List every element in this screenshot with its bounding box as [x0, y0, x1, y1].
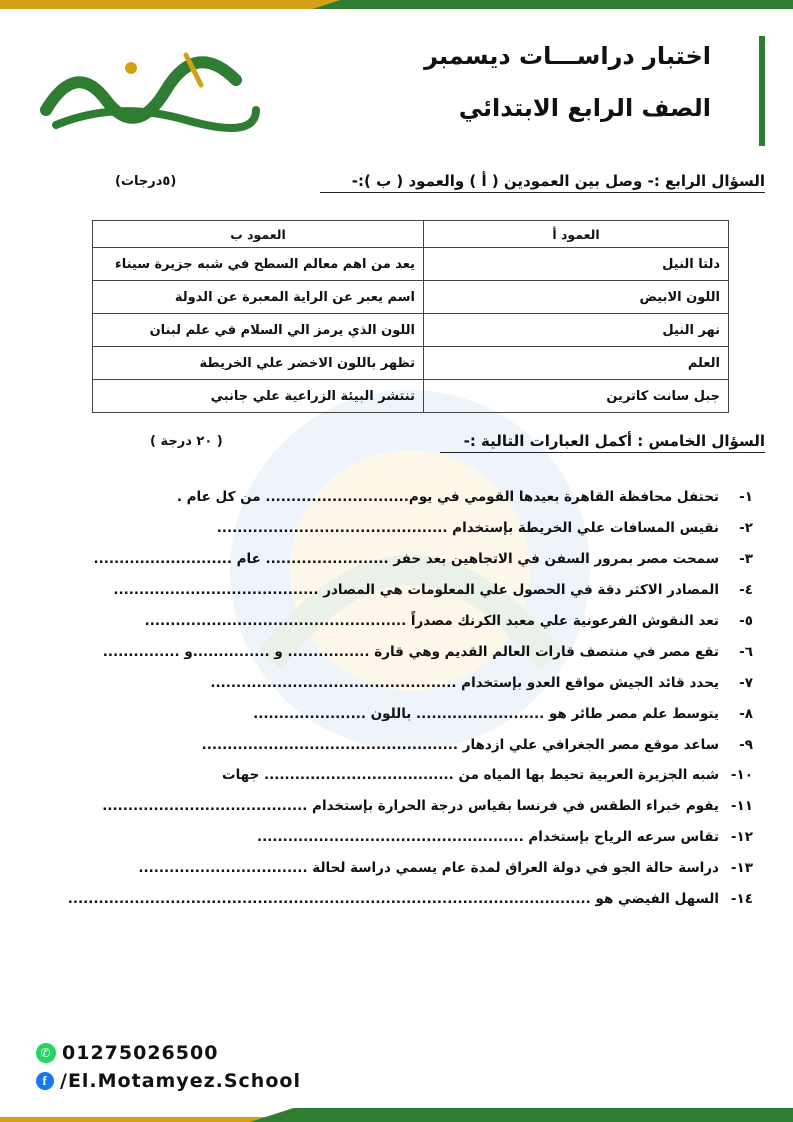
list-item [63, 482, 753, 513]
question5-heading: السؤال الخامس : أكمل العبارات التالية :- [440, 432, 765, 453]
item-number: ١١- [730, 798, 753, 815]
table-header-row [93, 221, 729, 248]
phone-contact [36, 1042, 218, 1064]
item-number: ٣- [739, 551, 753, 568]
col-b-cell: يعد من اهم معالم السطح في شبه جزيرة سيناء [93, 248, 424, 281]
col-a-cell: اللون الابيض [424, 281, 729, 314]
question5-score: ( ٢٠ درجة ) [150, 434, 223, 449]
item-number: ٧- [739, 674, 753, 691]
facebook-icon: f [36, 1072, 54, 1090]
brand-logo [36, 40, 266, 140]
col-a-cell: نهر النيل [424, 314, 729, 347]
col-a-cell: دلتا النيل [424, 248, 729, 281]
item-text: ساعد موقع مصر الجغرافي علي ازدهار .................................................. [201, 736, 719, 753]
col-b-header: العمود ب [93, 221, 424, 248]
list-item [63, 544, 753, 575]
table-row [93, 380, 729, 413]
phone-number: 01275026500 [62, 1042, 219, 1064]
question4-heading: السؤال الرابع :- وصل بين العمودين ( أ ) والعمود ( ب ):- [320, 172, 765, 193]
list-item [63, 636, 753, 667]
item-number: ١- [739, 489, 753, 506]
item-number: ١٤- [730, 891, 753, 908]
top-gold-bar [0, 0, 340, 9]
title-side-rule [759, 36, 765, 146]
item-number: ٩- [739, 736, 753, 753]
whatsapp-icon: ✆ [36, 1043, 56, 1063]
matching-table [92, 220, 729, 413]
item-text: تقاس سرعه الرياح بإستخدام .................................................... [257, 829, 719, 846]
completion-list [63, 482, 753, 914]
col-a-cell: جبل سانت كاترين [424, 380, 729, 413]
item-number: ٨- [739, 705, 753, 722]
item-text: تحتفل محافظة القاهرة بعيدها القومي في يوم............................ من كل عام . [176, 489, 719, 506]
col-a-cell: العلم [424, 347, 729, 380]
item-text: المصادر الاكثر دقة في الحصول علي المعلومات هي المصادر ........................................ [113, 582, 719, 599]
item-text: نقيس المسافات علي الخريطة بإستخدام ............................................. [216, 520, 719, 537]
item-text: شبه الجزيرة العربية تحيط بها المياه من ..................................... جهات [222, 767, 719, 784]
list-item [63, 575, 753, 606]
item-number: ١٠- [730, 767, 753, 784]
grade-title: الصف الرابع الابتدائي [458, 94, 711, 122]
col-b-cell: اسم يعبر عن الراية المعبرة عن الدولة [93, 281, 424, 314]
item-number: ٤- [739, 582, 753, 599]
item-text: تعد النقوش الفرعونية علي معبد الكرنك مصدراً ................................................... [144, 613, 719, 629]
list-item [63, 729, 753, 760]
item-number: ٥- [739, 613, 753, 629]
list-item [63, 884, 753, 915]
table-row [93, 248, 729, 281]
list-item [63, 760, 753, 791]
item-text: يقوم خبراء الطقس في فرنسا بقياس درجة الحرارة بإستخدام ........................................ [102, 798, 719, 815]
table-row [93, 281, 729, 314]
social-handle[interactable]: /El.Motamyez.School [60, 1070, 301, 1092]
list-item [63, 791, 753, 822]
list-item [63, 606, 753, 637]
item-text: السهل الفيضي هو ...................................................................................................... [67, 891, 719, 908]
list-item [63, 822, 753, 853]
item-number: ١٢- [730, 829, 753, 846]
item-text: تقع مصر في منتصف قارات العالم القديم وهي قارة ................ و ...............و ............... [102, 643, 719, 660]
col-a-header: العمود أ [424, 221, 729, 248]
item-number: ٢- [739, 520, 753, 537]
exam-title: اختبار دراســـات ديسمبر [424, 42, 711, 70]
question4-score: (٥درجات) [115, 174, 177, 189]
item-number: ١٣- [730, 860, 753, 877]
col-b-cell: اللون الذي يرمز الي السلام في علم لبنان [93, 314, 424, 347]
item-text: يحدد قائد الجيش مواقع العدو بإستخدام ................................................ [210, 674, 719, 691]
social-contact[interactable] [36, 1070, 301, 1092]
list-item [63, 853, 753, 884]
table-row [93, 314, 729, 347]
item-text: دراسة حالة الجو في دولة العراق لمدة عام يسمي دراسة لحالة ................................. [138, 860, 719, 877]
list-item [63, 698, 753, 729]
table-row [93, 347, 729, 380]
item-number: ٦- [739, 643, 753, 660]
list-item [63, 667, 753, 698]
list-item [63, 513, 753, 544]
item-text: يتوسط علم مصر طائر هو ......................... باللون ...................... [253, 705, 719, 722]
col-b-cell: تظهر باللون الاخضر علي الخريطة [93, 347, 424, 380]
bottom-green-bar [250, 1108, 793, 1122]
col-b-cell: تنتشر البيئة الزراعية علي جانبي [93, 380, 424, 413]
item-text: سمحت مصر بمرور السفن في الاتجاهين بعد حفر ........................ عام ........................... [93, 551, 719, 568]
